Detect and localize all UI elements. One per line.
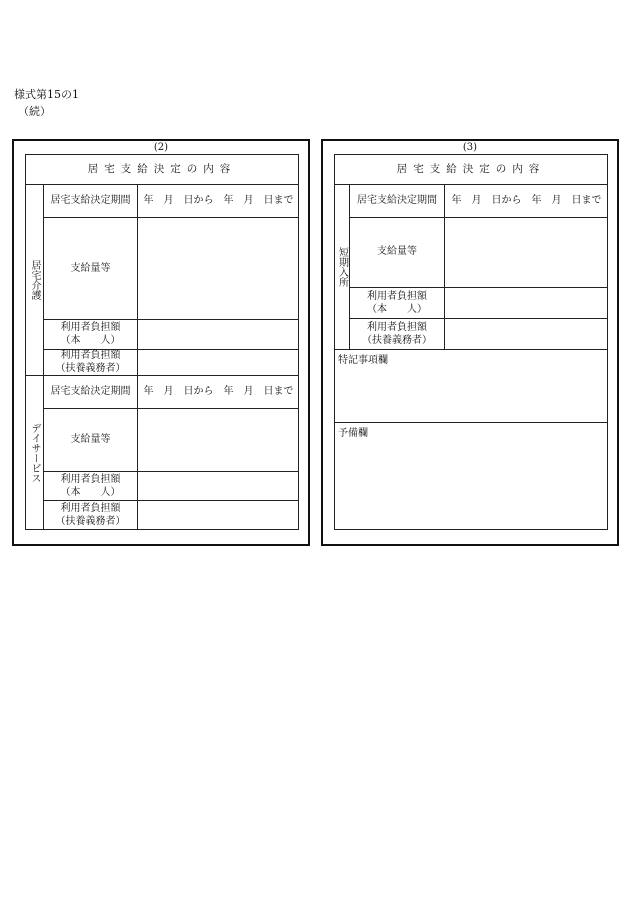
short-stay-amount-label: 支給量等 (377, 246, 417, 257)
section-short-stay-label: 短期入所 (336, 246, 348, 287)
day-service-amount-label: 支給量等 (70, 434, 111, 445)
short-stay-burden-guardian-value[interactable] (445, 318, 608, 349)
day-service-period-value[interactable]: 年 月 日から 年 月 日まで (143, 386, 294, 397)
day-service-burden-self-value[interactable] (138, 471, 299, 500)
home-care-amount-label: 支給量等 (70, 262, 111, 274)
day-service-amount-value[interactable] (138, 408, 299, 471)
home-care-burden-self-value[interactable] (138, 319, 299, 349)
day-service-burden-guardian-label (44, 500, 137, 530)
panel-2-title: 居宅支給決定の内容 (87, 162, 237, 175)
short-stay-burden-self-label (350, 287, 444, 318)
burden-guardian-line2: （扶養義務者） (362, 334, 432, 346)
special-notes-label: 特記事項欄 (338, 355, 388, 366)
short-stay-amount-value[interactable] (445, 217, 608, 287)
reserve-area[interactable] (335, 437, 607, 529)
home-care-amount-value[interactable] (138, 217, 299, 319)
home-care-burden-guardian-label (44, 349, 137, 375)
burden-self-line1: 利用者負担額 (60, 473, 121, 485)
home-care-burden-guardian-value[interactable] (138, 349, 299, 375)
section-day-service-label: デイサービス (29, 422, 40, 483)
burden-self-line2: （本 人） (60, 335, 121, 346)
short-stay-burden-self-value[interactable] (445, 287, 608, 318)
home-care-period-label: 居宅支給決定期間 (50, 195, 131, 206)
burden-self-line2: （本 人） (367, 303, 427, 315)
home-care-burden-self-label (44, 319, 137, 349)
panel-3-title: 居宅支給決定の内容 (396, 162, 546, 175)
form-number: 様式第15の1 (14, 88, 79, 101)
burden-guardian-line2: （扶養義務者） (55, 363, 126, 374)
day-service-burden-guardian-value[interactable] (138, 500, 299, 530)
burden-self-line1: 利用者負担額 (367, 290, 427, 302)
panel-2 (12, 139, 310, 546)
burden-guardian-line1: 利用者負担額 (60, 503, 121, 514)
panel-3-number: (3) (462, 142, 478, 153)
short-stay-burden-guardian-label (350, 318, 444, 349)
burden-guardian-line1: 利用者負担額 (367, 321, 427, 333)
short-stay-period-value[interactable]: 年 月 日から 年 月 日まで (451, 195, 602, 206)
panel-3 (321, 139, 619, 546)
short-stay-period-label: 居宅支給決定期間 (357, 195, 437, 206)
special-notes-area[interactable] (335, 363, 607, 421)
burden-self-line1: 利用者負担額 (60, 322, 121, 333)
day-service-period-label: 居宅支給決定期間 (50, 386, 131, 397)
day-service-burden-self-label (44, 471, 137, 500)
panel-2-number: (2) (153, 142, 169, 153)
burden-guardian-line1: 利用者負担額 (60, 350, 121, 361)
burden-guardian-line2: （扶養義務者） (55, 516, 126, 527)
section-home-care-label: 居宅介護 (29, 259, 40, 300)
home-care-period-value[interactable]: 年 月 日から 年 月 日まで (143, 195, 294, 206)
continued-label: （続） (18, 105, 51, 118)
reserve-label: 予備欄 (338, 428, 368, 439)
burden-self-line2: （本 人） (60, 486, 121, 498)
